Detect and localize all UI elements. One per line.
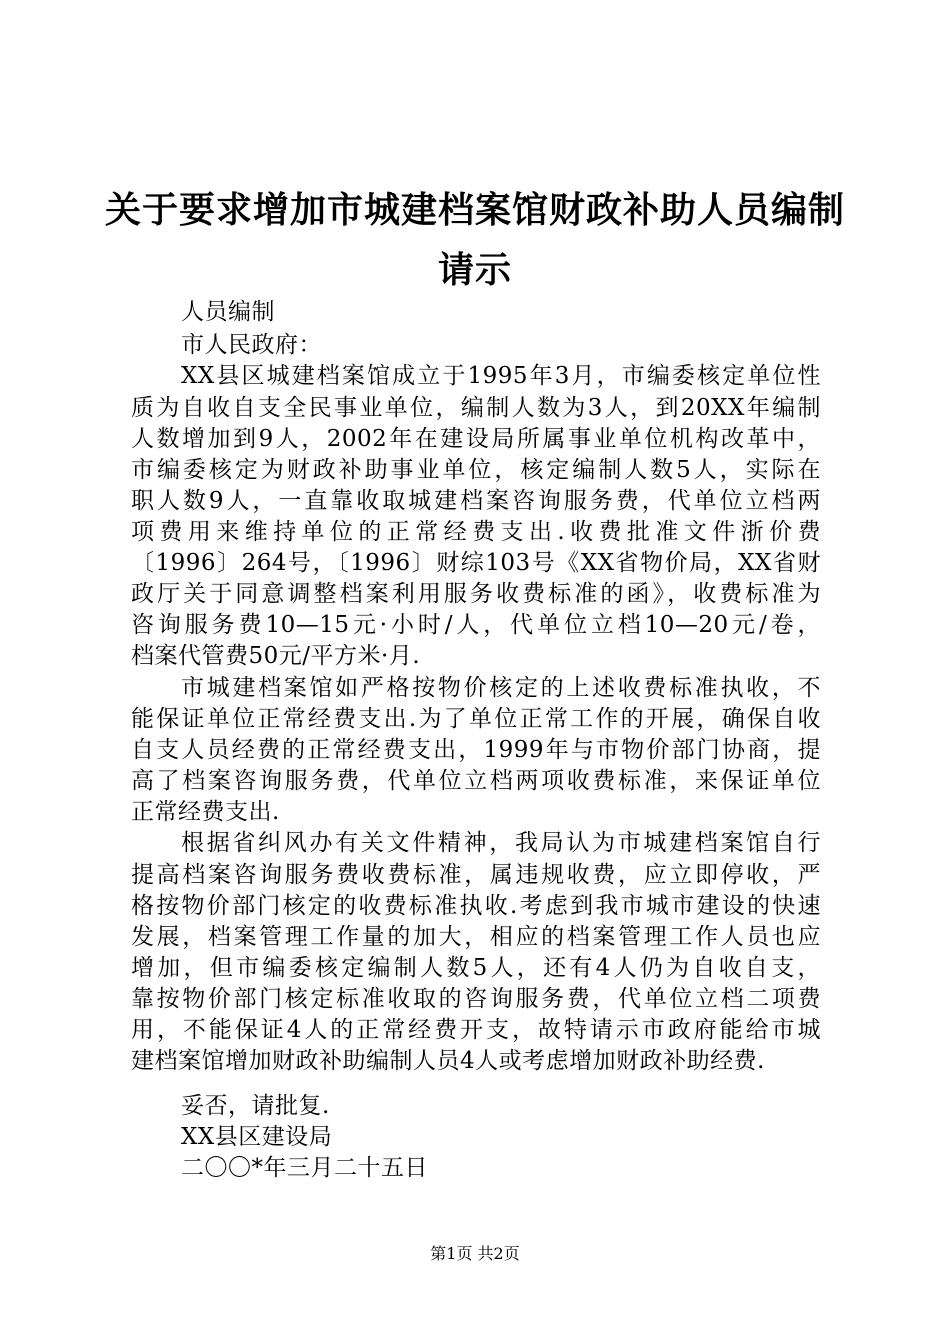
- paragraph-1-line: 政厅关于同意调整档案利用服务收费标准的函》，收费标准为: [131, 581, 821, 607]
- paragraph-2-line: 能保证单位正常经费支出.为了单位正常工作的开展，确保自收: [131, 706, 821, 732]
- document-title-line-2: 请示: [437, 249, 512, 291]
- paragraph-1-line: 〔1996〕264号，〔1996〕财综103号《XX省物价局，XX省财: [131, 550, 821, 576]
- paragraph-3-line: 用，不能保证4人的正常经费开支，故特请示市政府能给市城: [131, 1017, 821, 1043]
- paragraph-1-line: XX县区城建档案馆成立于1995年3月，市编委核定单位性: [181, 363, 821, 389]
- paragraph-1-line: 质为自收自支全民事业单位，编制人数为3人，到20XX年编制: [131, 395, 821, 421]
- document-date: 二〇〇*年三月二十五日: [181, 1155, 428, 1181]
- paragraph-2-line: 正常经费支出.: [131, 799, 280, 825]
- paragraph-1-line: 职人数9人，一直靠收取城建档案咨询服务费，代单位立档两: [131, 488, 821, 514]
- paragraph-1-line: 咨询服务费10—15元·小时/人，代单位立档10—20元/卷，: [131, 612, 821, 638]
- paragraph-3-line: 增加，但市编委核定编制人数5人，还有4人仍为自收自支，: [131, 955, 821, 981]
- signature: XX县区建设局: [181, 1124, 333, 1150]
- paragraph-1-line: 档案代管费50元/平方米·月.: [131, 643, 421, 669]
- paragraph-2-line: 高了档案咨询服务费，代单位立档两项收费标准，来保证单位: [131, 768, 821, 794]
- document-title-line-1: 关于要求增加市城建档案馆财政补助人员编制: [104, 189, 845, 231]
- paragraph-1-line: 人数增加到9人，2002年在建设局所属事业单位机构改革中，: [131, 426, 821, 452]
- paragraph-3-line: 建档案馆增加财政补助编制人员4人或考虑增加财政补助经费.: [131, 1048, 765, 1074]
- paragraph-3-line: 格按物价部门核定的收费标准执收.考虑到我市城市建设的快速: [131, 893, 821, 919]
- paragraph-3-line: 提高档案咨询服务费收费标准，属违规收费，应立即停收，严: [131, 862, 821, 888]
- category-label: 人员编制: [181, 299, 275, 325]
- closing-text: 妥否，请批复.: [181, 1093, 330, 1119]
- paragraph-1-line: 项费用来维持单位的正常经费支出.收费批准文件浙价费: [131, 519, 821, 545]
- salutation: 市人民政府：: [181, 332, 322, 358]
- paragraph-3-line: 发展，档案管理工作量的加大，相应的档案管理工作人员也应: [131, 924, 821, 950]
- paragraph-2-line: 自支人员经费的正常经费支出，1999年与市物价部门协商，提: [131, 737, 821, 763]
- paragraph-3-line: 靠按物价部门核定标准收取的咨询服务费，代单位立档二项费: [131, 986, 821, 1012]
- paragraph-1-line: 市编委核定为财政补助事业单位，核定编制人数5人，实际在: [131, 457, 821, 483]
- paragraph-3-line: 根据省纠风办有关文件精神，我局认为市城建档案馆自行: [181, 830, 821, 856]
- page-number-footer: 第1页 共2页: [430, 1244, 520, 1263]
- paragraph-2-line: 市城建档案馆如严格按物价核定的上述收费标准执收，不: [181, 675, 821, 701]
